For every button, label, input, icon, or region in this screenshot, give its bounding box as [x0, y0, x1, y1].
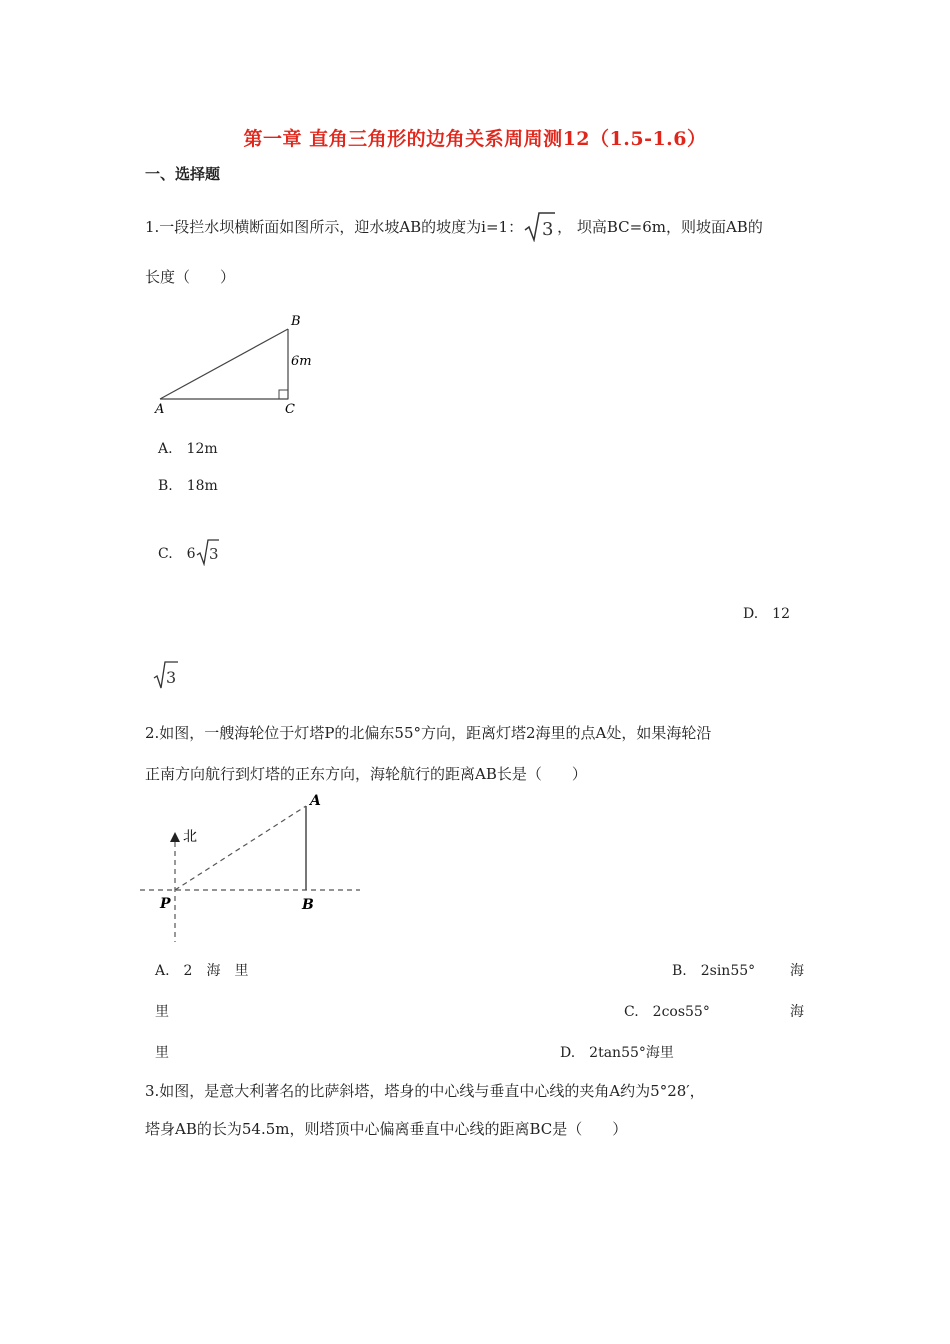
question-2-line-2: 正南方向航行到灯塔的正东方向，海轮航行的距离AB长是（ ） — [145, 765, 587, 783]
option-b-unit: 海 — [790, 963, 804, 979]
label-a: A — [155, 402, 165, 417]
question-1-text-b: ， 坝高BC=6m，则坡面AB的 — [557, 218, 763, 236]
label-a: A — [310, 793, 321, 809]
question-3-line-1: 3.如图，是意大利著名的比萨斜塔，塔身的中心线与垂直中心线的夹角A约为5°28′， — [145, 1082, 705, 1100]
north-arrow-icon — [170, 832, 180, 842]
question-2-option-d[interactable]: D. 2tan55°海里 — [560, 1045, 674, 1061]
question-2-option-b[interactable]: B. 2sin55° — [672, 963, 756, 979]
sqrt-radicand: 3 — [208, 545, 219, 563]
line-pa — [175, 806, 306, 890]
question-2-option-c[interactable]: C. 2cos55° — [624, 1004, 710, 1020]
section-heading: 一、选择题 — [145, 165, 221, 183]
question-1-line-2: 长度（ ） — [145, 268, 236, 286]
option-d-sqrt — [153, 660, 179, 694]
question-1-option-b[interactable]: B. 18m — [158, 478, 218, 494]
page-title: 第一章 直角三角形的边角关系周周测12（1.5-1.6） — [243, 128, 707, 150]
sqrt-radical — [523, 210, 557, 246]
option-c-unit-tail: 里 — [155, 1045, 169, 1061]
option-c-text: C. 6 — [158, 546, 196, 562]
label-6m: 6m — [291, 354, 312, 369]
question-2-option-a[interactable]: A. 2 海 里 — [155, 963, 249, 979]
question-1-line-1 — [145, 210, 763, 246]
question-1-text-a: 1.一段拦水坝横断面如图所示，迎水坡AB的坡度为i=1： — [145, 218, 524, 236]
question-1-option-d[interactable]: D. 12 — [743, 606, 790, 622]
question-1-option-c[interactable] — [158, 538, 220, 570]
label-p: P — [160, 896, 171, 912]
sqrt-radicand: 3 — [542, 219, 554, 240]
question-1-option-a[interactable]: A. 12m — [158, 441, 218, 457]
label-b: B — [291, 314, 301, 329]
sqrt-radicand: 3 — [166, 668, 177, 687]
slope-ab — [160, 329, 288, 399]
label-north: 北 — [183, 829, 197, 845]
sqrt-radical — [196, 538, 220, 570]
option-b-unit-tail: 里 — [155, 1004, 169, 1020]
lighthouse-figure — [140, 790, 365, 950]
question-2-line-1: 2.如图，一艘海轮位于灯塔P的北偏东55°方向，距离灯塔2海里的点A处，如果海轮沿 — [145, 724, 712, 742]
question-3-line-2: 塔身AB的长为54.5m，则塔顶中心偏离垂直中心线的距离BC是（ ） — [145, 1120, 628, 1138]
label-c: C — [285, 402, 295, 417]
label-b: B — [302, 897, 314, 913]
right-angle-mark — [279, 390, 288, 399]
dam-cross-section-figure — [145, 305, 325, 420]
option-c-unit: 海 — [790, 1004, 804, 1020]
